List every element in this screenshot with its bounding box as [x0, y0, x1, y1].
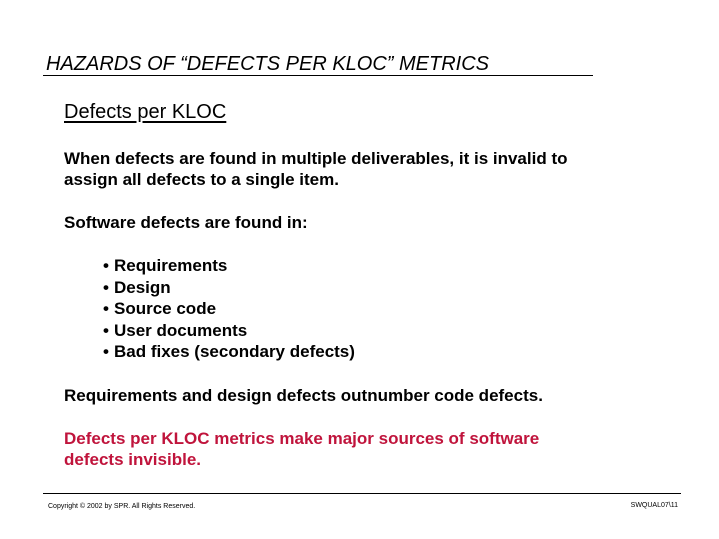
list-item	[103, 277, 355, 299]
list-item-label: User documents	[114, 320, 248, 340]
slide-subtitle: Defects per KLOC	[64, 101, 227, 123]
list-item-label: Bad fixes (secondary defects)	[114, 342, 355, 361]
invalid-assignment-paragraph	[64, 148, 567, 190]
list-item	[103, 320, 355, 342]
paragraph-line: When defects are found in multiple deliverables, it is invalid to	[64, 149, 568, 168]
defect-sources-intro: Software defects are found in:	[64, 213, 308, 232]
list-item-label: Design	[114, 277, 171, 297]
defect-sources-list	[103, 255, 355, 363]
list-item	[103, 298, 355, 320]
outnumber-statement: Requirements and design defects outnumber code defects.	[64, 386, 543, 405]
highlighted-conclusion	[64, 428, 539, 470]
paragraph-line: assign all defects to a single item.	[64, 170, 339, 189]
copyright-notice: Copyright © 2002 by SPR. All Rights Reserved.	[48, 503, 196, 510]
list-item-label: Source code	[114, 299, 217, 318]
slide-title: HAZARDS OF “DEFECTS PER KLOC” METRICS	[46, 53, 490, 75]
footer-divider	[43, 493, 681, 494]
list-item-label: Requirements	[114, 256, 228, 275]
title-divider	[43, 75, 593, 76]
slide-id: SWQUAL07\11	[630, 502, 678, 509]
paragraph-line: defects invisible.	[64, 450, 201, 469]
bullet-icon: •	[103, 277, 109, 297]
bullet-icon: •	[103, 320, 109, 340]
paragraph-line: Defects per KLOC metrics make major sources of software	[64, 429, 540, 448]
bullet-icon: •	[103, 342, 109, 361]
list-item	[103, 341, 355, 363]
bullet-icon: •	[103, 299, 109, 318]
list-item	[103, 255, 355, 277]
bullet-icon: •	[103, 256, 109, 275]
